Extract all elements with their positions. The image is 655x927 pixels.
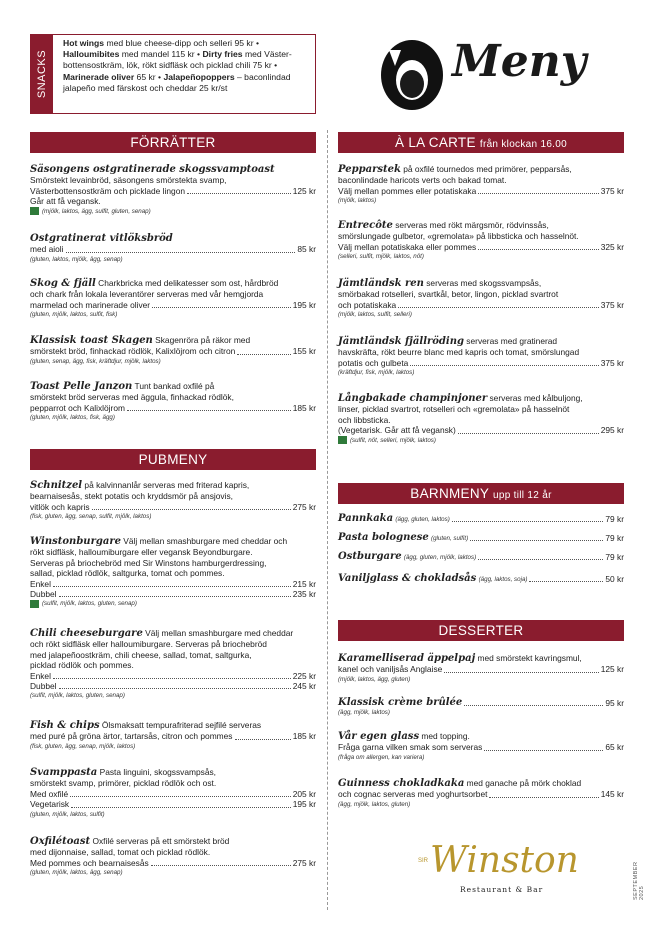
menu-item: Chili cheeseburgare Välj mellan smashburgare med cheddar och rökt sidfläsk eller halloumiburgare. Serveras på briochebröd med jalapeñoostkräm, chili cheese, sallad, tomat, saltgurka, picklad rödlök och pommes. Enkel 225 kr Dubbel 245 kr (sulfit, mjölk, laktos, gluten, senap)	[30, 628, 316, 700]
menu-item: Klassisk toast Skagen Skagenröra på räkor med smörstekt bröd, finhackad rödlök, Kalixlöjrom och citron 155 kr (gluten, senap, ägg, fisk, kräftdjur, mjölk, laktos)	[30, 335, 316, 365]
vegan-icon	[30, 600, 39, 608]
column-divider	[327, 130, 328, 910]
menu-item: Guinness chokladkaka med ganache på mörk choklad och cognac serveras med yoghurtsorbet 145 kr (ägg, mjölk, laktos, gluten)	[338, 778, 624, 808]
menu-item: Pannkaka (ägg, gluten, laktos) 79 kr	[338, 513, 624, 524]
vegan-icon	[338, 436, 347, 444]
footer-date: SEPTEMBER 2025	[633, 861, 645, 900]
menu-item: Klassisk crème brûlée 95 kr (ägg, mjölk, laktos)	[338, 697, 624, 717]
menu-item: Skog & fjäll Charkbricka med delikatesser som ost, hårdbröd och chark från lokala leverantörer serveras med vår hemgjorda marmelad och marinerade oliver 195 kr (gluten, mjölk, laktos, sulfit, fisk)	[30, 278, 316, 319]
menu-item: Winstonburgare Välj mellan smashburgare med cheddar och rökt sidfläsk, halloumiburgare eller vegansk Beyondburgare. Serveras på briochebröd med Sir Winstons hamburgerdressing, sallad, picklad rödlök, saltgurka, tomat och pommes. Enkel 215 kr Dubbel 235 kr (sulfit, mjölk, laktos, gluten, senap)	[30, 536, 316, 608]
menu-item: Schnitzel på kalvinnanlår serveras med friterad kapris, bearnaisesås, stekt potatis och kryddsmör på ansjovis, vitlök och kapris 275 kr (fisk, gluten, ägg, senap, sulfit, mjölk, laktos)	[30, 480, 316, 521]
portrait-icon	[381, 40, 443, 110]
menu-item: Vaniljglass & chokladsås (ägg, laktos, soja) 50 kr	[338, 573, 624, 584]
menu-item: Oxfilétoast Oxfilé serveras på ett smörstekt bröd med dijonnaise, sallad, tomat och picklad rödlök. Med pommes och bearnaisesås 275 kr (gluten, mjölk, laktos, ägg, senap)	[30, 836, 316, 877]
section-forratter: FÖRRÄTTER	[30, 132, 316, 153]
menu-item: Långbakade champinjoner serveras med kålbuljong, linser, picklad svartrot, rotselleri och «gremolata» på hasselnöt och libbsticka. (Vegetarisk. Går att få vegansk) 295 kr (sulfit, nöt, selleri, mjölk, laktos)	[338, 393, 624, 444]
menu-item: Vår egen glass med topping. Fråga garna vilken smak som serveras 65 kr (fråga om allergen, kan variera)	[338, 731, 624, 761]
menu-item: Jämtländsk fjällröding serveras med gratinerad havskräfta, rökt beurre blanc med kapris och tomat, smörslungad potatis och gulbeta 375 kr (kräftdjur, fisk, mjölk, laktos)	[338, 336, 624, 377]
menu-item: Toast Pelle Janzon Tunt bankad oxfilé på smörstekt bröd serveras med äggula, finhackad rödlök, pepparrot och Kalixlöjrom 185 kr (gluten, mjölk, laktos, fisk, ägg)	[30, 381, 316, 422]
section-alacarte: À LA CARTE från klockan 16.00	[338, 132, 624, 153]
menu-item: Entrecôte serveras med rökt märgsmör, rödvinssås, smörslungade gulbetor, «gremolata» på libbsticka och hasselnöt. Välj mellan potatiskaka eller pommes 325 kr (selleri, sulfit, mjölk, laktos, nöt)	[338, 220, 624, 261]
vegan-icon	[30, 207, 39, 215]
snacks-box	[30, 34, 316, 114]
menu-item: Pasta bolognese (gluten, sulfit) 79 kr	[338, 532, 624, 543]
menu-item: Jämtländsk ren serveras med skogssvampsås, smörbakad rotselleri, svartkål, betor, lingon, picklad svartrot och potatiskaka 375 kr (mjölk, laktos, sulfit, selleri)	[338, 278, 624, 319]
menu-item: Karamelliserad äppelpaj med smörstekt kavringsmul, kanel och vaniljsås Anglaise 125 kr (mjölk, laktos, ägg, gluten)	[338, 653, 624, 683]
section-pubmeny: PUBMENY	[30, 449, 316, 470]
winston-logo: SIR Winston Restaurant & Bar	[418, 840, 579, 894]
menu-item: Svamppasta Pasta linguini, skogssvampsås, smörstekt svamp, primörer, picklad rödlök och ost. Med oxfilé 205 kr Vegetarisk 195 kr (gluten, mjölk, laktos, sulfit)	[30, 767, 316, 818]
menu-item: Säsongens ostgratinerade skogssvamptoast Smörstekt levainbröd, säsongens smörstekta svamp, Västerbottensostkräm och picklade lingon 125 kr Går att få vegansk. (mjölk, laktos, ägg, sulfit, gluten, senap)	[30, 164, 316, 215]
snacks-text: Hot wings med blue cheese-dipp och selleri 95 kr • Halloumibites med mandel 115 kr • Dirty fries med Väster- bottensostkräm, lök, rökt sidfläsk och picklad chili 75 kr • Marinerade oliver 65 kr • Jalapeñopoppers – baconlindad jalapeño med färskost och cheddar 25 kr/st	[63, 38, 292, 93]
menu-item: Fish & chips Ölsmaksatt tempurafriterad sejfilé serveras med puré på gröna ärtor, tartarsås, citron och pommes 185 kr (fisk, gluten, ägg, senap, mjölk, laktos)	[30, 720, 316, 750]
menu-item: Ostburgare (ägg, gluten, mjölk, laktos) 79 kr	[338, 551, 624, 562]
page-title: Meny	[452, 36, 587, 87]
section-desserter: DESSERTER	[338, 620, 624, 641]
menu-item: Pepparstek på oxfilé tournedos med primörer, pepparsås, baconlindade haricots verts och bakad tomat. Välj mellan pommes eller potatiskaka 375 kr (mjölk, laktos)	[338, 164, 624, 205]
menu-item: Ostgratinerat vitlöksbröd med aioli 85 kr (gluten, laktos, mjölk, ägg, senap)	[30, 233, 316, 263]
snacks-tag	[31, 35, 53, 113]
snacks-label: SNACKS	[36, 49, 48, 99]
section-barnmeny: BARNMENY upp till 12 år	[338, 483, 624, 504]
